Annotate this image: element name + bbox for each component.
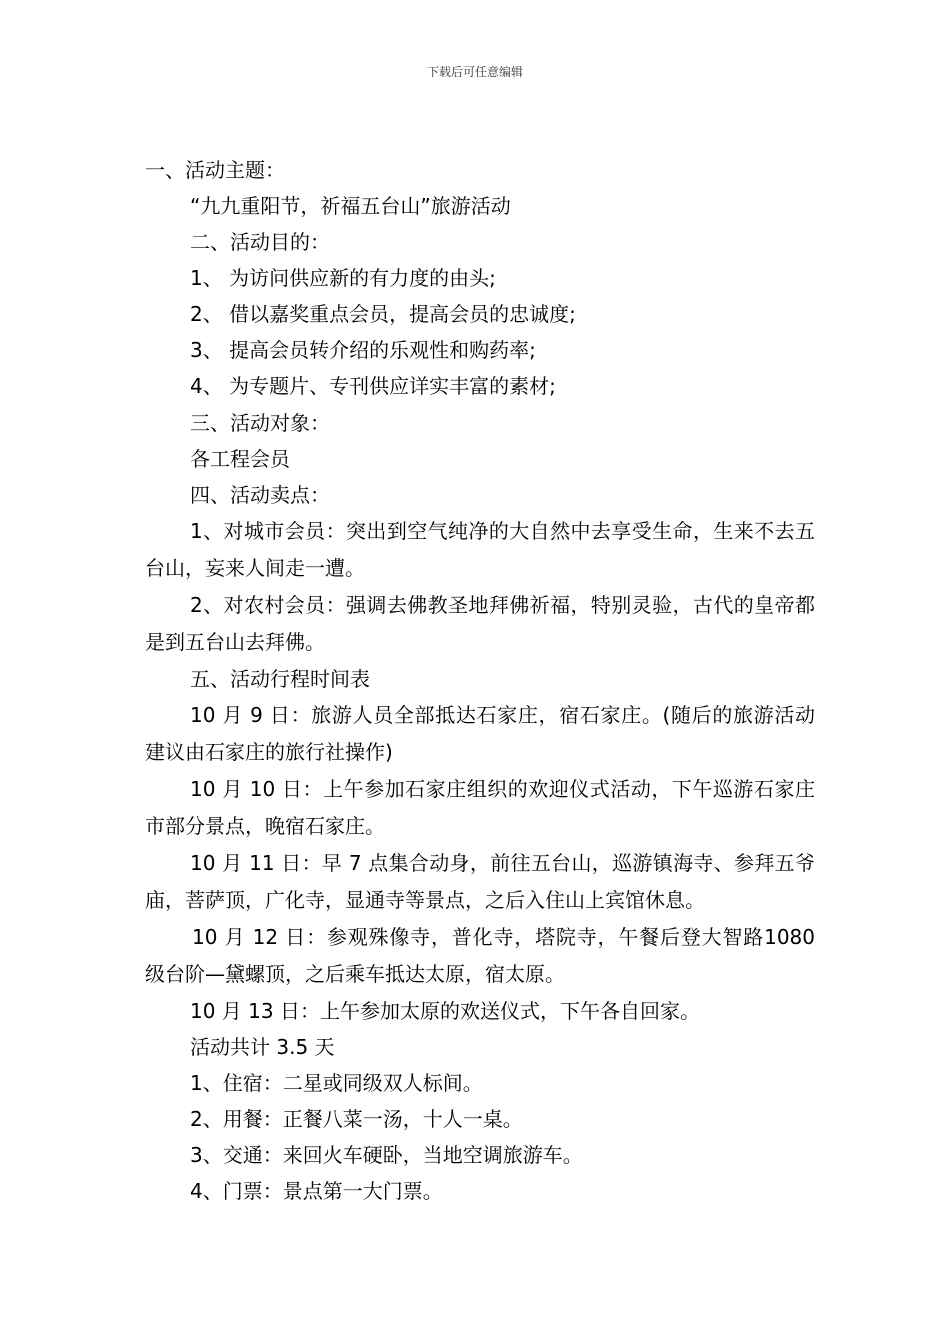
list-item: 3、交通：来回火车硬卧，当地空调旅游车。 [190,1143,583,1167]
paragraph: 1、对城市会员：突出到空气纯净的大自然中去享受生命，生来不去五台山，妄来人间走一遭。 [145,519,815,580]
total-duration: 活动共计 3.5 天 [190,1035,335,1059]
schedule-paragraph: 10 月 9 日：旅游人员全部抵达石家庄，宿石家庄。(随后的旅游活动建议由石家庄的旅行社操作) [145,703,815,764]
list-item: 3、 提高会员转介绍的乐观性和购药率; [190,338,536,362]
document-body [145,152,815,1209]
section-heading: 五、活动行程时间表 [190,667,370,691]
list-item: 4、 为专题片、专刊供应详实丰富的素材; [190,374,556,398]
section-heading: 三、活动对象： [190,411,330,435]
list-item: 4、门票：景点第一大门票。 [190,1179,443,1203]
paragraph: 2、对农村会员：强调去佛教圣地拜佛祈福，特别灵验，古代的皇帝都是到五台山去拜佛。 [145,593,815,654]
list-item: 2、用餐：正餐八菜一汤，十人一桌。 [190,1107,523,1131]
list-item: 1、住宿：二星或同级双人标间。 [190,1071,483,1095]
section-heading: 二、活动目的： [190,230,330,254]
paragraph: “九九重阳节，祈福五台山”旅游活动 [190,194,511,218]
schedule-paragraph: 10 月 13 日：上午参加太原的欢送仪式，下午各自回家。 [190,999,700,1023]
schedule-paragraph: 10 月 11 日：早 7 点集合动身，前往五台山，巡游镇海寺、参拜五爷庙，菩萨顶，广化寺，显通寺等景点，之后入住山上宾馆休息。 [145,851,815,912]
paragraph: 各工程会员 [190,447,290,471]
schedule-paragraph: 10 月 10 日：上午参加石家庄组织的欢迎仪式活动，下午巡游石家庄市部分景点，晚宿石家庄。 [145,777,815,838]
section-heading: 一、活动主题： [145,158,285,182]
page-header: 下载后可任意编辑 [426,65,523,79]
schedule-paragraph: 10 月 12 日：参观殊像寺，普化寺，塔院寺，午餐后登大智路1080 级台阶—黛螺顶，之后乘车抵达太原，宿太原。 [145,925,815,986]
list-item: 2、 借以嘉奖重点会员，提高会员的忠诚度; [190,302,576,326]
list-item: 1、 为访问供应新的有力度的由头; [190,266,496,290]
section-heading: 四、活动卖点： [190,483,330,507]
